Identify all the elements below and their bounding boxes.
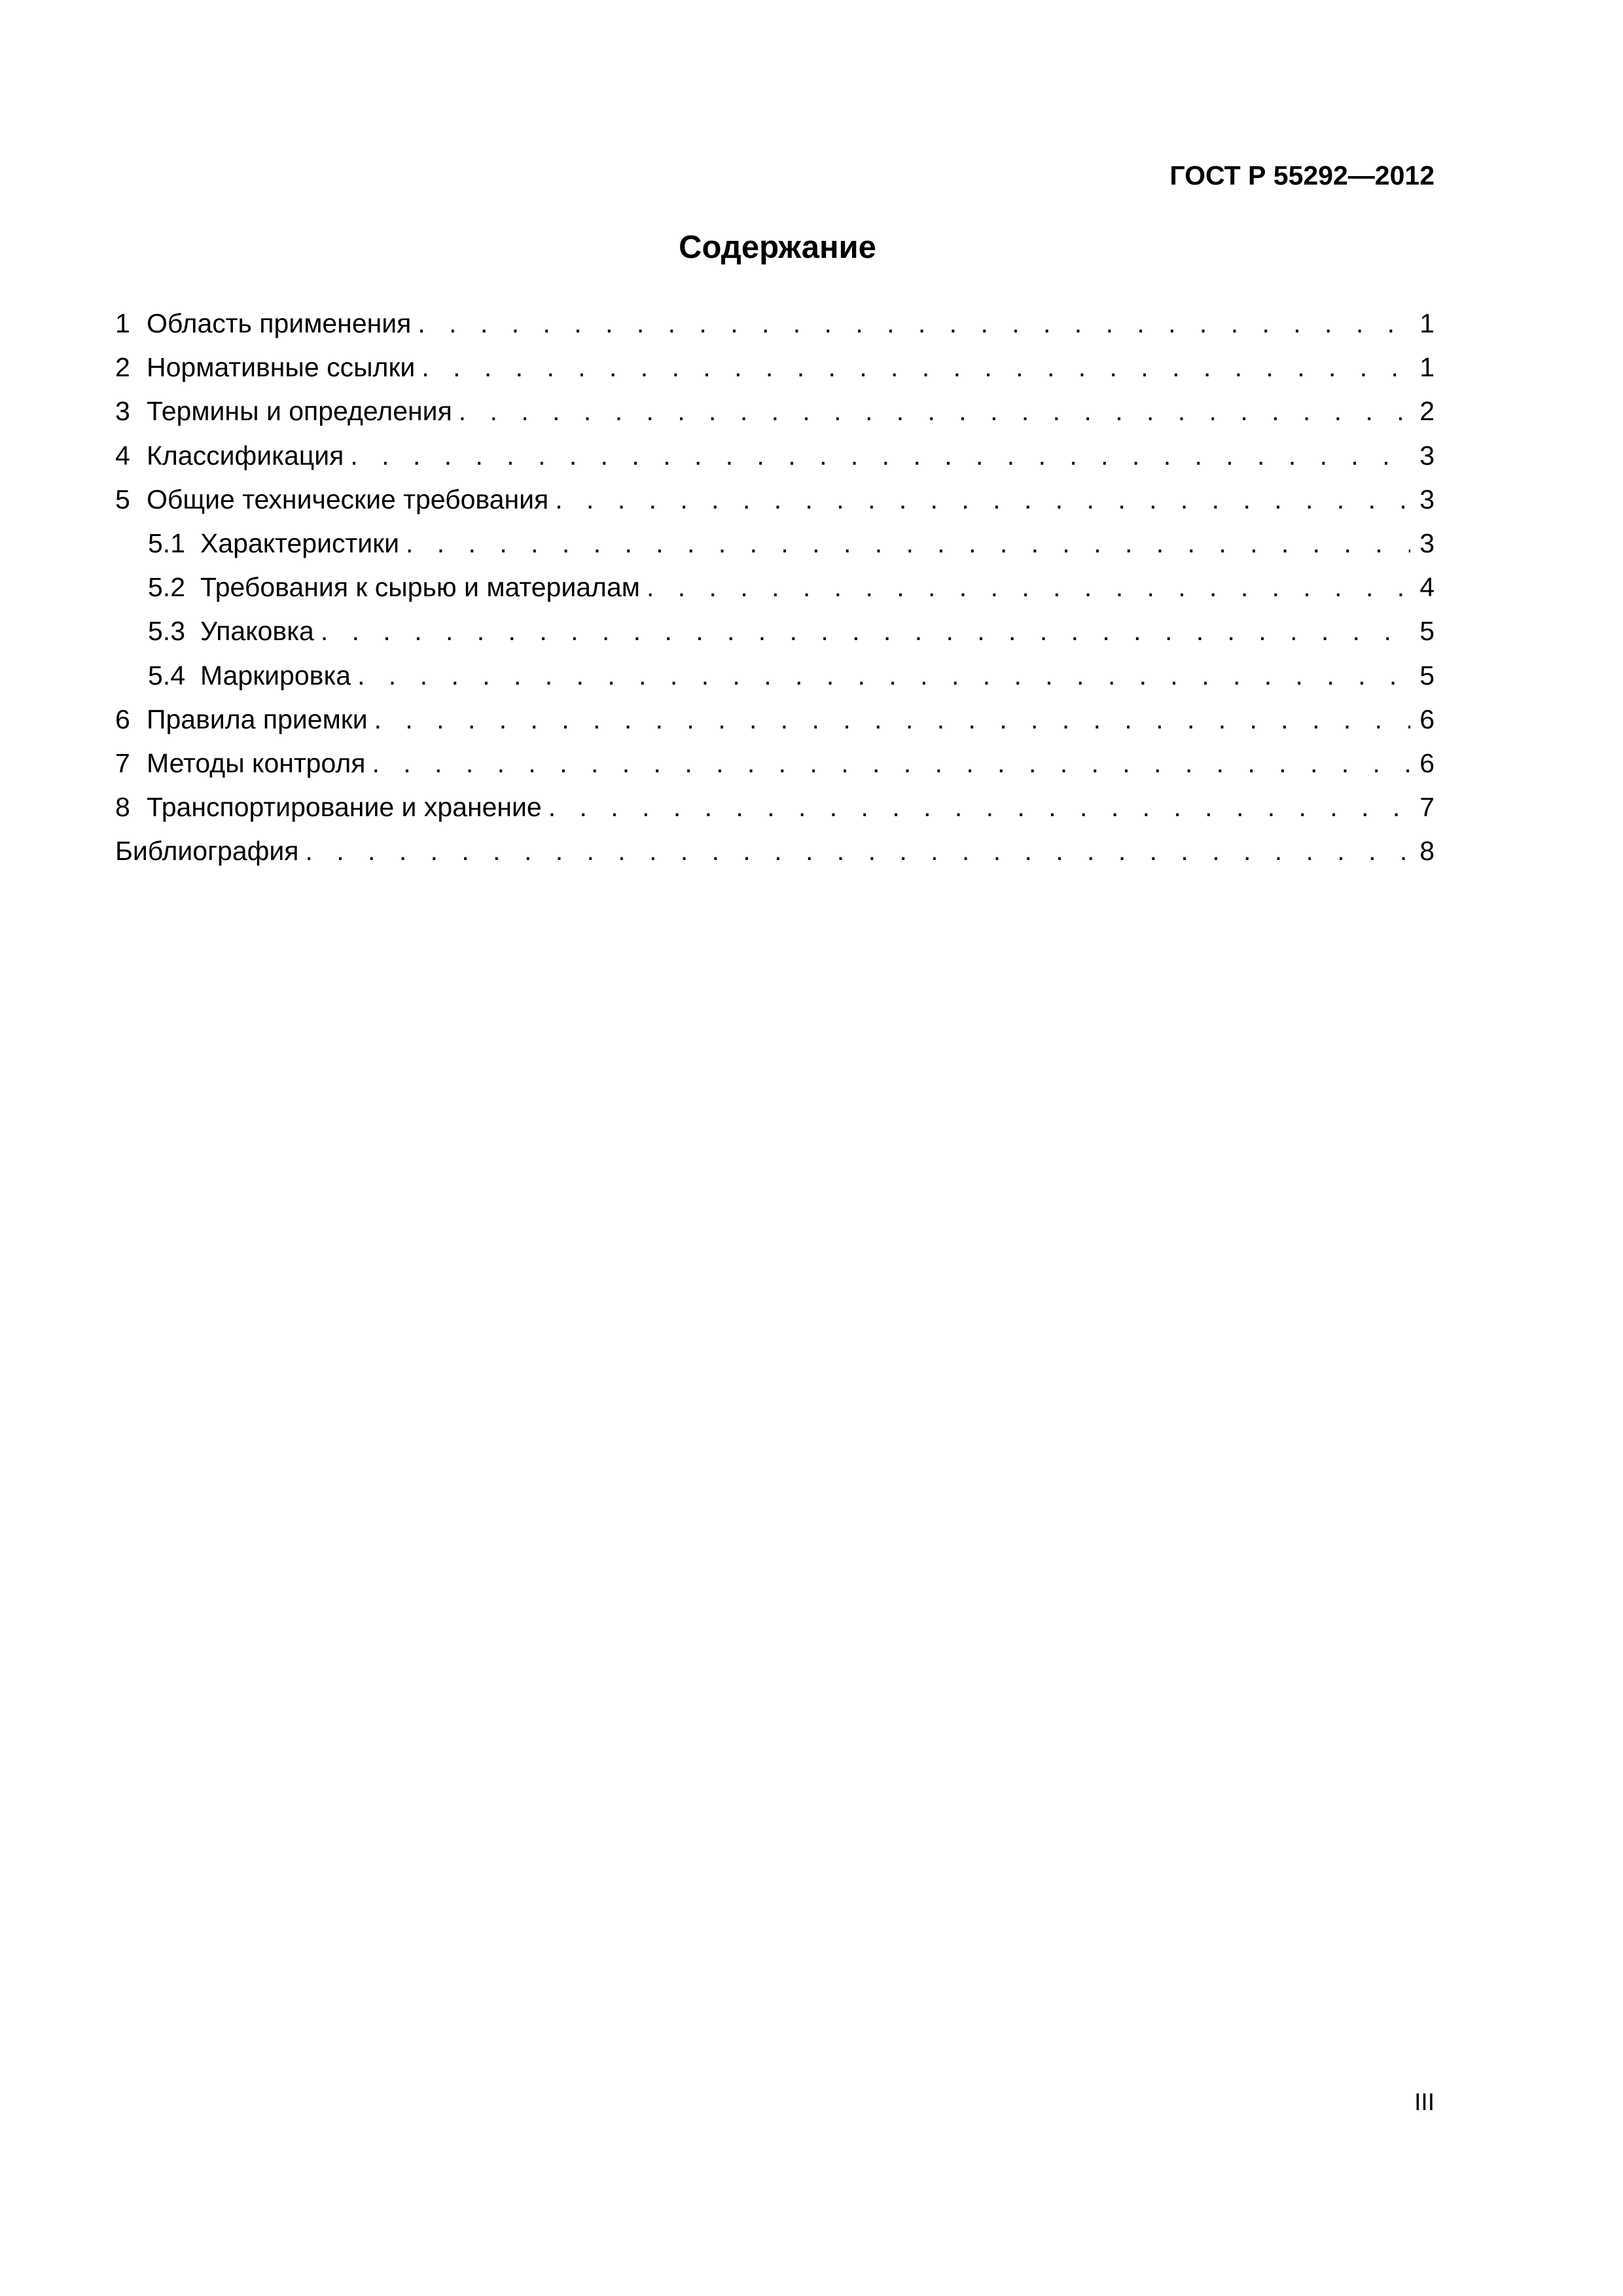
toc-entry-number: 5.4	[148, 660, 185, 691]
toc-entry-page: 6	[1419, 704, 1435, 734]
toc-entry-title: Транспортирование и хранение	[147, 792, 542, 823]
toc-dot-leader	[421, 354, 1410, 381]
toc-dot-leader	[321, 618, 1410, 645]
toc-entry-page: 5	[1419, 616, 1435, 647]
toc-dot-leader	[647, 574, 1410, 601]
toc-entry-title: Термины и определения	[147, 396, 452, 427]
toc-entry-title: Правила приемки	[147, 704, 368, 734]
toc-entry[interactable]	[115, 486, 1435, 530]
toc-entry-bibliography[interactable]	[115, 838, 1435, 882]
toc-dot-leader	[350, 442, 1410, 469]
toc-entry-title: Нормативные ссылки	[147, 352, 416, 383]
toc-title: Содержание	[679, 230, 876, 265]
table-of-contents	[115, 310, 1435, 882]
toc-dot-leader	[305, 838, 1410, 865]
toc-entry-page: 3	[1419, 528, 1435, 558]
toc-entry-page: 1	[1419, 352, 1435, 383]
toc-entry-number: 1	[115, 308, 130, 338]
toc-dot-leader	[418, 310, 1410, 337]
toc-subentry[interactable]	[115, 662, 1435, 706]
toc-entry-number: 5.1	[148, 528, 185, 558]
toc-entry[interactable]	[115, 354, 1435, 398]
toc-entry[interactable]	[115, 706, 1435, 750]
toc-entry-number: 3	[115, 396, 130, 427]
toc-dot-leader	[548, 794, 1410, 821]
toc-entry[interactable]	[115, 794, 1435, 838]
toc-entry-title: Требования к сырью и материалам	[200, 572, 640, 603]
toc-dot-leader	[357, 662, 1410, 689]
toc-entry-page: 4	[1419, 572, 1435, 603]
toc-entry-page: 8	[1419, 836, 1435, 867]
document-code: ГОСТ Р 55292—2012	[1169, 160, 1435, 190]
toc-entry-number: 8	[115, 792, 130, 823]
toc-entry-title: Библиография	[115, 836, 299, 867]
toc-entry-number: 7	[115, 747, 130, 778]
toc-entry-number: 2	[115, 352, 130, 383]
toc-dot-leader	[406, 530, 1410, 557]
toc-entry-page: 1	[1419, 308, 1435, 338]
toc-subentry[interactable]	[115, 574, 1435, 618]
toc-entry-title: Характеристики	[200, 528, 399, 558]
toc-entry-page: 7	[1419, 792, 1435, 823]
toc-entry-title: Общие технические требования	[147, 484, 549, 514]
toc-entry-page: 2	[1419, 396, 1435, 427]
toc-dot-leader	[372, 750, 1411, 777]
toc-entry[interactable]	[115, 310, 1435, 354]
toc-dot-leader	[374, 706, 1411, 733]
toc-entry-number: 6	[115, 704, 130, 734]
toc-entry-title: Классификация	[147, 440, 344, 471]
toc-entry-number: 5.3	[148, 616, 185, 647]
toc-entry-number: 4	[115, 440, 130, 471]
toc-subentry[interactable]	[115, 618, 1435, 662]
toc-entry[interactable]	[115, 442, 1435, 486]
toc-entry[interactable]	[115, 747, 1435, 794]
toc-entry[interactable]	[115, 398, 1435, 442]
toc-entry-number: 5	[115, 484, 130, 514]
toc-entry-page: 3	[1419, 484, 1435, 514]
toc-entry-title: Маркировка	[200, 660, 351, 691]
toc-entry-page: 3	[1419, 440, 1435, 471]
toc-subentry[interactable]	[115, 530, 1435, 574]
toc-dot-leader	[555, 486, 1410, 513]
toc-entry-page: 5	[1419, 660, 1435, 691]
toc-entry-title: Упаковка	[200, 616, 314, 647]
page-number: III	[1414, 2089, 1435, 2115]
toc-entry-page: 6	[1419, 747, 1435, 778]
toc-entry-title: Методы контроля	[147, 747, 366, 778]
toc-entry-number: 5.2	[148, 572, 185, 603]
toc-dot-leader	[459, 398, 1410, 425]
toc-entry-title: Область применения	[147, 308, 412, 338]
